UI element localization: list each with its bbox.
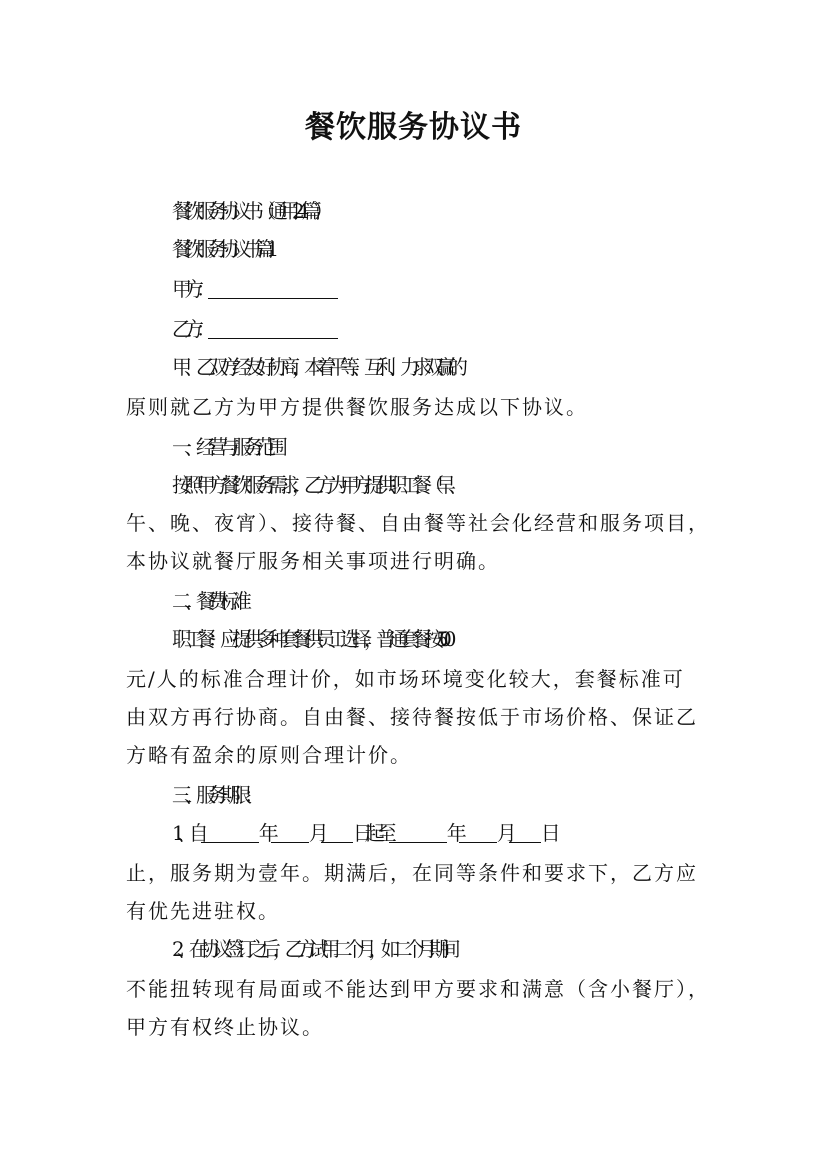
paragraph-line: 止，服务期为壹年。期满后，在同等条件和要求下，乙方应 [126,861,698,885]
paragraph-line: 本协议就餐厅服务相关事项进行明确。 [126,549,500,573]
subtitle: 餐饮服务协议书（通用24篇） [172,199,326,223]
start-year-blank [201,818,259,843]
document-title: 餐饮服务协议书 [305,110,522,145]
end-day-label: 日 [540,821,553,845]
paragraph-line: 职工餐：应提供多种套餐供员工选择，普通套餐按5.00 [172,627,449,651]
end-year-blank [389,818,447,843]
start-month-blank [271,818,309,843]
paragraph-line: 甲方有权终止协议。 [126,1015,324,1039]
section-heading: 三、服务期限： [172,783,256,807]
paragraph-line: 不能扭转现有局面或不能达到甲方要求和满意（含小餐厅）， [126,977,710,1001]
paragraph-line: 按照甲方餐饮服务需求，乙方为甲方提供职工餐（早、 [172,473,460,497]
paragraph-line: 甲、乙双方经友好协商，本着平等、互利、力求双赢的 [172,355,460,379]
end-day-blank [509,818,541,843]
start-day-blank [321,818,353,843]
date-prefix: 1、自 [172,821,201,845]
section-heading: 一、经营与服务范围 [172,435,280,459]
paragraph-line: 有优先进驻权。 [126,899,280,923]
end-month-blank [459,818,497,843]
paragraph-line: 2、在协议签订之后，乙方试用二个月，如二个月期间 [172,937,453,961]
start-day-label: 日起至 [352,821,389,845]
section-heading: 餐饮服务协议书 篇1 [172,237,272,261]
start-year-label: 年 [258,821,271,845]
paragraph-line: 原则就乙方为甲方提供餐饮服务达成以下协议。 [126,395,588,419]
party-b-line [172,310,772,348]
paragraph-line: 由双方再行协商。自由餐、接待餐按低于市场价格、保证乙 [126,705,698,729]
party-b-blank [208,314,338,339]
paragraph-line: 方略有盈余的原则合理计价。 [126,743,412,767]
party-b-label: 乙方： [172,317,208,341]
end-year-label: 年 [446,821,459,845]
paragraph-line: 午、晚、夜宵）、接待餐、自由餐等社会化经营和服务项目， [126,511,710,535]
party-a-blank [208,274,338,299]
party-a-line [172,270,772,308]
party-a-label: 甲方： [172,277,208,301]
service-period-line [172,814,772,852]
start-month-label: 月 [308,821,321,845]
end-month-label: 月 [496,821,509,845]
section-heading: 二、餐费标准 [172,589,244,613]
paragraph-line: 元/人的标准合理计价，如市场环境变化较大，套餐标准可 [126,667,685,691]
